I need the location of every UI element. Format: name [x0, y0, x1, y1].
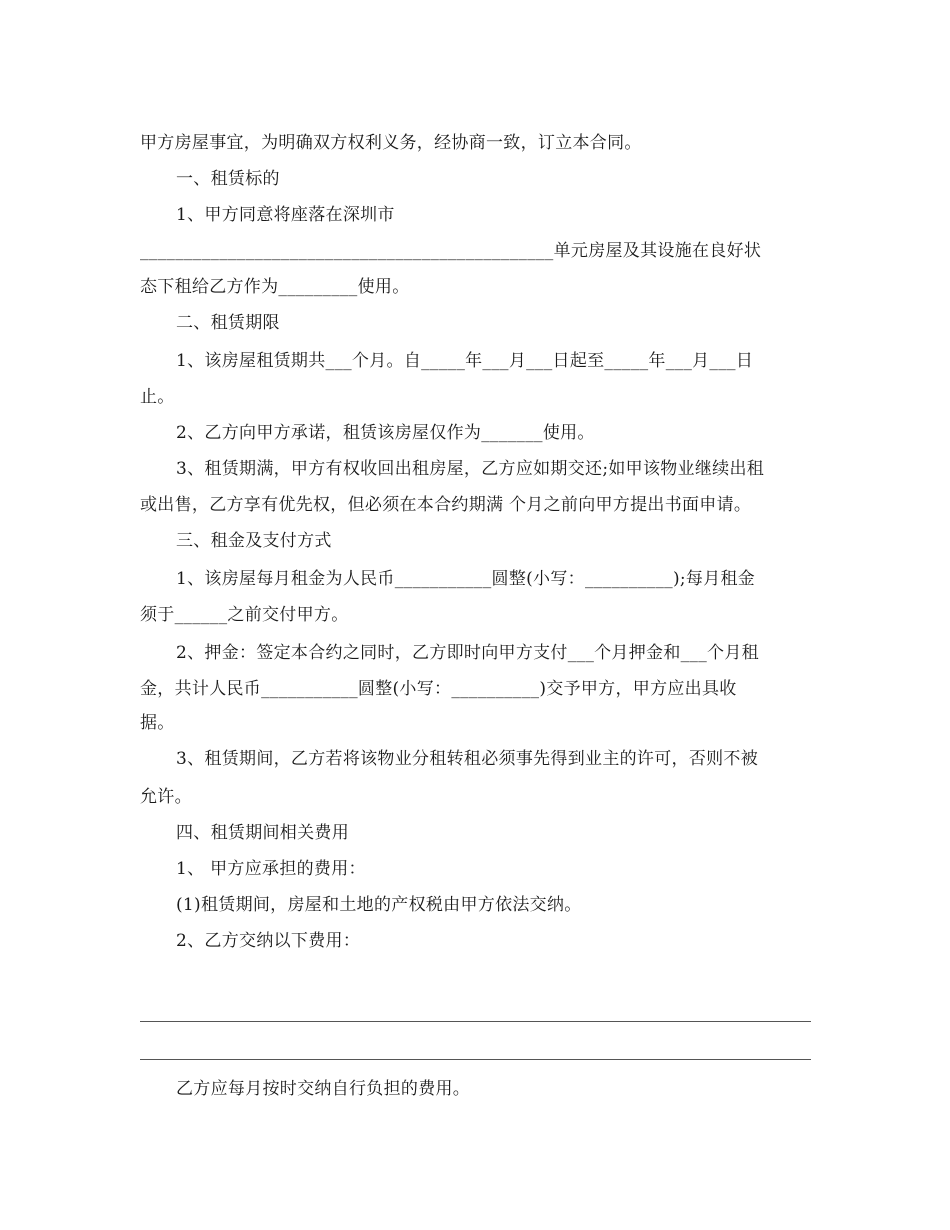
- paragraph-line: 止。: [140, 387, 175, 407]
- clause-line: 2、押金：签定本合约之同时，乙方即时向甲方支付___个月押金和___个月租: [176, 643, 759, 663]
- clause-line: 1、该房屋每月租金为人民币___________圆整(小写：__________);每月租金: [176, 569, 756, 589]
- section-heading: 四、租赁期间相关费用: [176, 823, 349, 843]
- paragraph-line: 须于______之前交付甲方。: [140, 605, 349, 625]
- paragraph-line: 据。: [140, 713, 175, 733]
- blank-fill-line: [140, 1021, 811, 1022]
- clause-line: 1、甲方同意将座落在深圳市: [176, 205, 395, 225]
- clause-line: 1、该房屋租赁期共___个月。自_____年___月___日起至_____年___月___日: [176, 351, 754, 371]
- clause-line: 3、租赁期满，甲方有权收回出租房屋，乙方应如期交还;如甲该物业继续出租: [176, 459, 765, 479]
- section-heading: 三、租金及支付方式: [176, 531, 332, 551]
- blank-fill-line: [140, 1059, 811, 1060]
- clause-line: 2、乙方向甲方承诺，租赁该房屋仅作为_______使用。: [176, 423, 595, 443]
- paragraph-line: _______________________________________________单元房屋及其设施在良好状: [140, 241, 762, 261]
- section-heading: 二、租赁期限: [176, 313, 280, 333]
- clause-line: 2、乙方交纳以下费用：: [176, 931, 361, 951]
- clause-line: 1、 甲方应承担的费用：: [176, 859, 366, 879]
- section-heading: 一、租赁标的: [176, 169, 280, 189]
- paragraph-line: 态下租给乙方作为_________使用。: [140, 277, 410, 297]
- paragraph-line: 甲方房屋事宜，为明确双方权利义务，经协商一致，订立本合同。: [140, 133, 642, 153]
- paragraph-line: 允许。: [140, 787, 192, 807]
- paragraph-line: 金，共计人民币___________圆整(小写：__________)交予甲方，甲方应出具收: [140, 679, 737, 699]
- clause-line: (1)租赁期间，房屋和土地的产权税由甲方依法交纳。: [176, 895, 582, 915]
- clause-line: 乙方应每月按时交纳自行负担的费用。: [176, 1079, 471, 1099]
- paragraph-line: 或出售，乙方享有优先权，但必须在本合约期满 个月之前向甲方提出书面申请。: [140, 495, 752, 515]
- clause-line: 3、租赁期间，乙方若将该物业分租转租必须事先得到业主的许可，否则不被: [176, 749, 759, 769]
